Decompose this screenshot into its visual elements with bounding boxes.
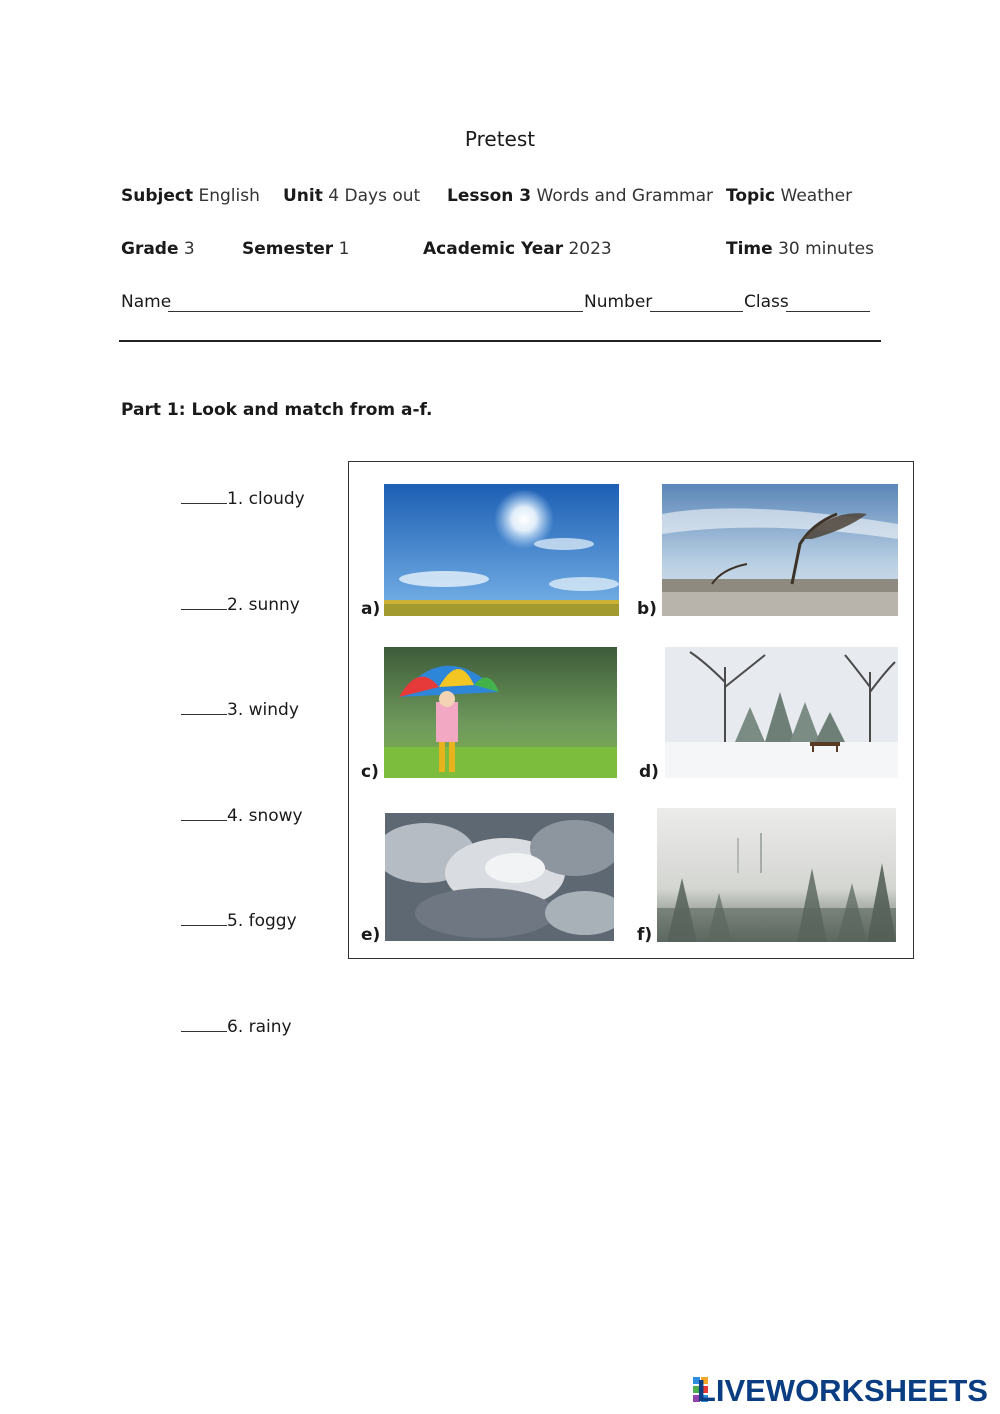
topic-label: Topic (726, 186, 776, 206)
topic-field (726, 186, 852, 206)
liveworksheets-logo: LIVEWORKSHEETS (696, 1373, 988, 1408)
option-label-d: d) (639, 762, 659, 782)
cloudy-photo (385, 813, 614, 941)
semester-value: 1 (338, 239, 350, 259)
item-label: 1. cloudy (227, 489, 305, 509)
name-input-line[interactable] (168, 311, 583, 312)
time-field (726, 239, 874, 259)
class-label: Class (744, 292, 789, 312)
name-label: Name (121, 292, 172, 312)
semester-field (242, 239, 349, 259)
item-label: 4. snowy (227, 806, 303, 826)
item-label: 5. foggy (227, 911, 297, 931)
unit-label: Unit (283, 186, 323, 206)
grade-label: Grade (121, 239, 179, 259)
answer-blank-5[interactable] (181, 909, 227, 926)
item-label: 3. windy (227, 700, 299, 720)
answer-blank-6[interactable] (181, 1015, 227, 1032)
match-item-6 (181, 1015, 292, 1037)
answer-blank-1[interactable] (181, 487, 227, 504)
match-item-2 (181, 593, 300, 615)
number-input-line[interactable] (650, 311, 743, 312)
subject-label: Subject (121, 186, 194, 206)
snowy-photo (665, 647, 898, 778)
rainy-photo (384, 647, 617, 778)
time-value: 30 minutes (778, 239, 874, 259)
answer-blank-2[interactable] (181, 593, 227, 610)
windy-photo (662, 484, 898, 616)
semester-label: Semester (242, 239, 334, 259)
header-divider (119, 340, 881, 342)
year-field (423, 239, 612, 259)
time-label: Time (726, 239, 773, 259)
foggy-photo (657, 808, 896, 942)
match-item-1 (181, 487, 305, 509)
unit-value: 4 Days out (328, 186, 421, 206)
unit-field (283, 186, 420, 206)
match-item-5 (181, 909, 297, 931)
answer-blank-4[interactable] (181, 804, 227, 821)
match-item-4 (181, 804, 303, 826)
subject-value: English (198, 186, 260, 206)
answer-blank-3[interactable] (181, 698, 227, 715)
class-input-line[interactable] (786, 311, 870, 312)
option-label-b: b) (637, 599, 657, 619)
option-label-f: f) (637, 925, 653, 945)
sunny-photo (384, 484, 619, 616)
subject-field (121, 186, 260, 206)
part1-heading: Part 1: Look and match from a-f. (121, 400, 433, 420)
lesson-label: Lesson 3 (447, 186, 532, 206)
lesson-field (447, 186, 713, 206)
option-label-c: c) (361, 762, 379, 782)
item-label: 2. sunny (227, 595, 300, 615)
grade-value: 3 (183, 239, 195, 259)
year-label: Academic Year (423, 239, 564, 259)
year-value: 2023 (568, 239, 612, 259)
picture-box (348, 461, 914, 959)
page-title: Pretest (464, 127, 536, 151)
item-label: 6. rainy (227, 1017, 292, 1037)
match-item-3 (181, 698, 299, 720)
topic-value: Weather (780, 186, 853, 206)
option-label-a: a) (361, 599, 381, 619)
grade-field (121, 239, 195, 259)
lesson-value: Words and Grammar (536, 186, 713, 206)
option-label-e: e) (361, 925, 381, 945)
number-label: Number (584, 292, 653, 312)
